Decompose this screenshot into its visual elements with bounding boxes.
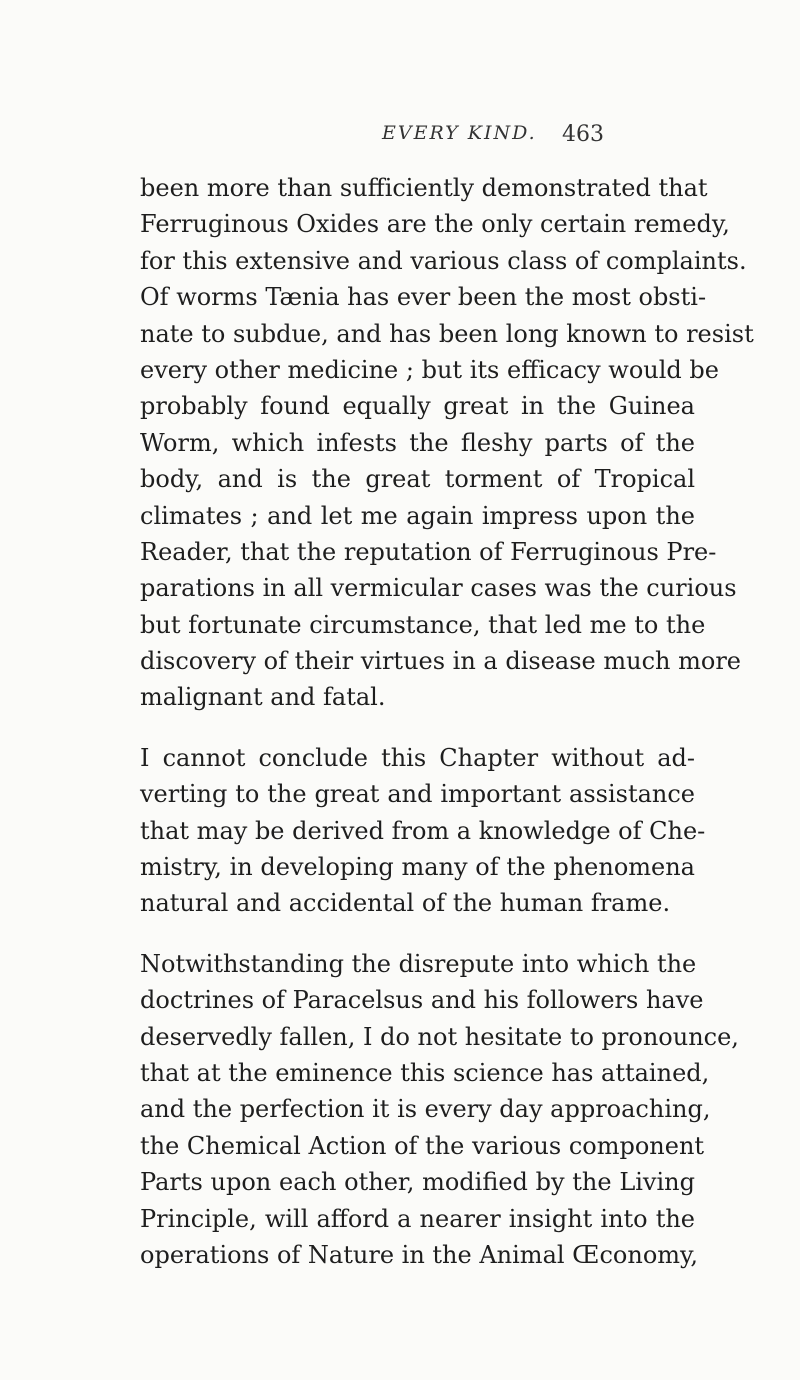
- running-title: EVERY KIND.: [382, 122, 537, 144]
- text-line: Ferruginous Oxides are the only certain remedy,: [140, 210, 730, 239]
- text-line: body, and is the great torment of Tropical: [140, 465, 695, 494]
- text-line: but fortunate circumstance, that led me to the: [140, 610, 706, 639]
- text-line: Of worms Tænia has ever been the most obsti-: [140, 283, 707, 312]
- text-line: that at the eminence this science has attained,: [140, 1058, 710, 1087]
- paragraph-2: [140, 740, 706, 922]
- text-line: Worm, which infests the fleshy parts of the: [140, 428, 695, 457]
- text-line: verting to the great and important assistance: [140, 780, 695, 809]
- text-line: I cannot conclude this Chapter without ad-: [140, 743, 695, 772]
- text-line: and the perfection it is every day approaching,: [140, 1095, 711, 1124]
- text-line: Reader, that the reputation of Ferruginous Pre-: [140, 537, 717, 566]
- text-line: mistry, in developing many of the phenomena: [140, 853, 695, 882]
- text-line: natural and accidental of the human frame.: [140, 889, 671, 918]
- text-line: every other medicine ; but its efficacy would be: [140, 355, 719, 384]
- text-line: doctrines of Paracelsus and his followers have: [140, 986, 704, 1015]
- text-line: deservedly fallen, I do not hesitate to pronounce,: [140, 1022, 739, 1051]
- text-line: discovery of their virtues in a disease much more: [140, 647, 742, 676]
- text-line: climates ; and let me again impress upon the: [140, 501, 695, 530]
- text-line: that may be derived from a knowledge of Che-: [140, 816, 706, 845]
- text-line: nate to subdue, and has been long known to resist: [140, 319, 754, 348]
- page-body: [140, 170, 754, 1273]
- text-line: Notwithstanding the disrepute into which the: [140, 949, 697, 978]
- running-head: [0, 122, 800, 152]
- text-line: Parts upon each other, modified by the Living: [140, 1168, 695, 1197]
- text-line: the Chemical Action of the various component: [140, 1131, 705, 1160]
- text-line: operations of Nature in the Animal Œconomy,: [140, 1240, 699, 1269]
- page-number: 463: [562, 122, 604, 147]
- text-line: for this extensive and various class of complaints.: [140, 246, 747, 275]
- text-line: malignant and fatal.: [140, 683, 386, 712]
- paragraph-3: [140, 946, 739, 1274]
- text-line: been more than sufficiently demonstrated that: [140, 174, 708, 202]
- text-line: Principle, will afford a nearer insight into the: [140, 1204, 695, 1233]
- paragraph-1: [140, 170, 754, 716]
- text-line: probably found equally great in the Guinea: [140, 392, 695, 421]
- text-line: parations in all vermicular cases was the curious: [140, 574, 737, 603]
